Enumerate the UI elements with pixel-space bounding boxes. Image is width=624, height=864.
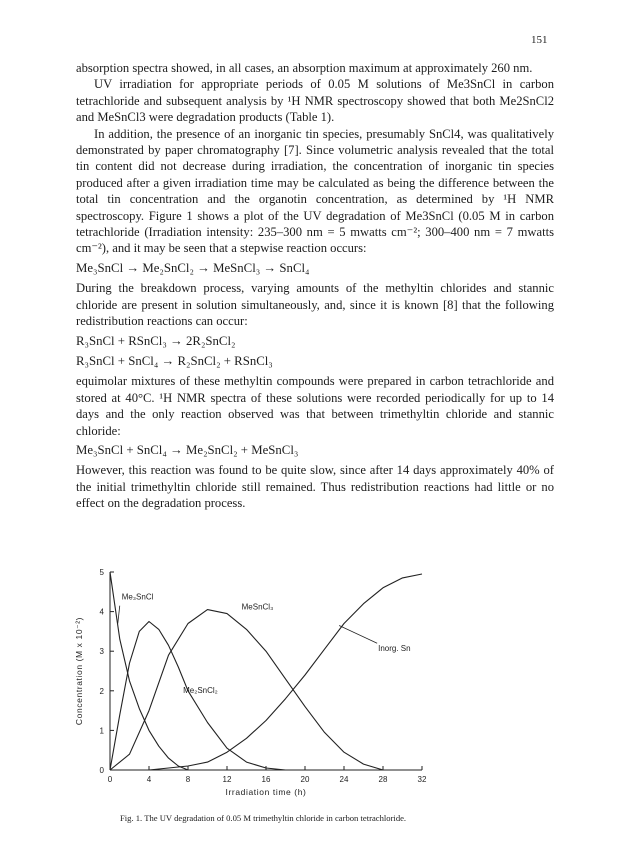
- paragraph-4: During the breakdown process, varying amounts of the methyltin chlorides and stannic chloride are present in solution simultaneously, and, since it is known [8] that the following redistribution reactions can occur:: [76, 281, 554, 329]
- series-label: Me₂SnCl₂: [183, 685, 218, 695]
- x-tick-label: 8: [185, 775, 191, 784]
- figure-1: [60, 558, 440, 808]
- degradation-chart: [60, 558, 440, 808]
- x-tick-label: 32: [417, 775, 427, 784]
- figure-caption: Fig. 1. The UV degradation of 0.05 M trimethyltin chloride in carbon tetrachloride.: [120, 813, 407, 823]
- x-tick-label: 4: [146, 775, 152, 784]
- x-tick-label: 20: [300, 775, 310, 784]
- y-tick-label: 3: [99, 647, 104, 657]
- equation-2: R₃SnCl + RSnCl₃ → 2R₂SnCl₂: [76, 333, 236, 348]
- y-tick-label: 5: [99, 568, 104, 577]
- paragraph-3: In addition, the presence of an inorganic tin species, presumably SnCl4, was qualitatively demonstrated by paper chromatography [7]. Since volumetric analysis revealed that the total tin content did not decrease during irradiation, the concentration of inorganic tin species produced after a given irradiation time may be calculated as being the difference between the total tin concentration and the organotin concentration, as determined by ¹H NMR spectroscopy. Figure 1 shows a plot of the UV degradation of Me3SnCl (0.05 M in carbon tetrachloride (Irradiation intensity: 235–300 nm = 5 mwatts cm⁻²; 300–400 nm = 7 mwatts cm⁻²), and it may be seen that a stepwise reaction occurs:: [76, 126, 554, 256]
- paragraph-6: However, this reaction was found to be quite slow, since after 14 days approximately 40% of the initial trimethyltin chloride still remained. Thus redistribution reactions had little or no effect on the degradation process.: [76, 463, 554, 511]
- x-tick-label: 16: [261, 775, 271, 784]
- y-tick-label: 1: [99, 726, 104, 736]
- equation-3: R₃SnCl + SnCl₄ → R₂SnCl₂ + RSnCl₃: [76, 353, 273, 368]
- x-axis-label: Irradiation time (h): [225, 787, 307, 797]
- equation-4: Me₃SnCl + SnCl₄ → Me₂SnCl₂ + MeSnCl₃: [76, 442, 299, 457]
- page-number: 151: [531, 34, 548, 46]
- y-axis-label: Concentration (M x 10⁻²): [74, 616, 84, 726]
- series-line: [110, 610, 383, 770]
- paragraph-2: UV irradiation for appropriate periods of 0.05 M solutions of Me3SnCl in carbon tetrachloride and subsequent analysis by ¹H NMR spectroscopy showed that both Me2SnCl2 and MeSnCl3 were degradation products (Table 1).: [76, 77, 554, 125]
- x-tick-label: 12: [222, 775, 232, 784]
- x-tick-label: 24: [339, 775, 349, 784]
- paragraph-1: absorption spectra showed, in all cases, an absorption maximum at approximately 260 nm.: [76, 61, 533, 75]
- series-label: MeSnCl₃: [241, 602, 274, 612]
- y-tick-label: 4: [99, 607, 104, 617]
- paragraph-5: equimolar mixtures of these methyltin compounds were prepared in carbon tetrachloride and stored at 40°C. ¹H NMR spectra of these solutions were recorded periodically for up to 14 days and the only reaction observed was that between trimethyltin chloride and stannic chloride:: [76, 374, 554, 438]
- series-label: Inorg. Sn: [378, 644, 411, 654]
- body-text: [76, 60, 554, 512]
- series-label: Me₃SnCl: [121, 592, 154, 602]
- x-tick-label: 28: [378, 775, 388, 784]
- y-tick-label: 2: [99, 686, 104, 696]
- x-tick-label: 0: [107, 775, 113, 784]
- annotation-leader: [118, 606, 120, 624]
- annotation-leader: [339, 625, 377, 643]
- y-tick-label: 0: [99, 766, 104, 775]
- equation-1: Me₃SnCl → Me₂SnCl₂ → MeSnCl₃ → SnCl₄: [76, 260, 310, 275]
